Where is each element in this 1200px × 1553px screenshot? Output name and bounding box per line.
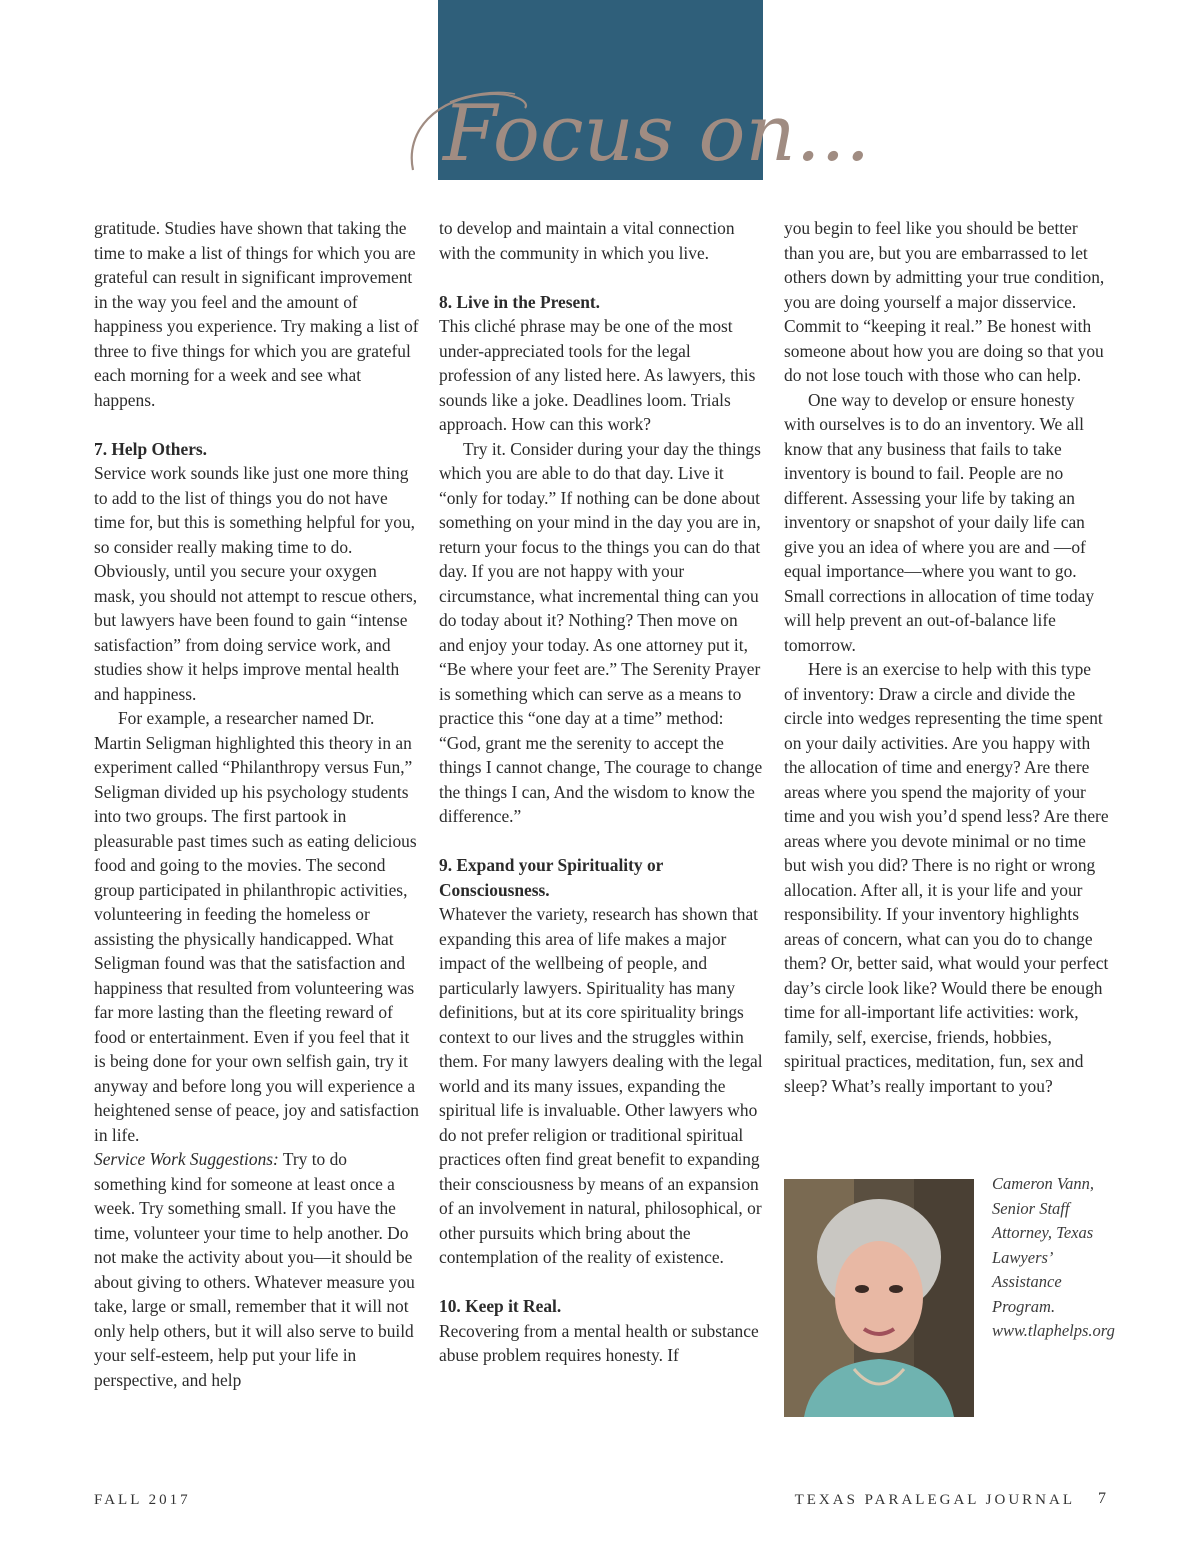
author-photo (784, 1179, 974, 1417)
section-heading-live-present: 8. Live in the Present. (439, 291, 601, 312)
column-2 (439, 216, 764, 1368)
paragraph: Try it. Consider during your day the things which you are able to do that day. Live it “only for today.” If nothing can be done about something on your mind in the day you are in, return your focus to the things you can do that day. If you are not happy with your circumstance, what incremental thing can you do today about it? Nothing? Then move on and enjoy your today. As one attorney put it, “Be where your feet are.” The Serenity Prayer is something which can serve as a means to practice this “one day at a time” method: “God, grant me the serenity to accept the things I cannot change, The courage to change the things I can, And the wisdom to know the difference.” (439, 438, 763, 826)
suggestions-text: Try to do something kind for someone at least once a week. Try something small. If you have the time, volunteer your time to help another. Do not make the activity about you—it should be about giving to others. Whatever measure you take, large or small, remember that it will not only help others, but it will also serve to build your self-esteem, help put your life in perspective, and help (94, 1149, 415, 1390)
column-3 (784, 216, 1109, 1098)
author-caption: Cameron Vann, Senior Staff Attorney, Texas Lawyers’ Assistance Program. www.tlaphelps.org (992, 1174, 1115, 1340)
footer-issue: FALL 2017 (94, 1492, 191, 1508)
footer-publication: TEXAS PARALEGAL JOURNAL (794, 1492, 1075, 1508)
paragraph: For example, a researcher named Dr. Martin Seligman highlighted this theory in an experiment called “Philanthropy versus Fun,” Seligman divided up his psychology students into two groups. The first partook in pleasurable past times such as eating delicious food and going to the movies. The second group participated in philanthropic activities, volunteering in feeding the homeless or assisting the physically handicapped. What Seligman found was that the satisfaction and happiness that resulted from volunteering was far more lasting than the fleeting reward of food or entertainment. Even if you feel that it is being done for your own selfish gain, try it anyway and before long you will experience a heightened sense of peace, joy and satisfaction in life. (94, 708, 419, 1145)
paragraph: One way to develop or ensure honesty with ourselves is to do an inventory. We all know that any business that fails to take inventory is bound to fail. People are no different. Assessing your life by taking an inventory or snapshot of your daily life can give you an idea of where you are and —of equal importance—where you want to go. Small corrections in allocation of time today will help prevent an out-of-balance life tomorrow. (784, 389, 1095, 655)
column-1 (94, 216, 419, 1392)
focus-title-text: Focus on... (443, 89, 871, 179)
paragraph: Whatever the variety, research has shown that expanding this area of life makes a major impact of the wellbeing of people, and particularly lawyers. Spirituality has many definitions, but at its core spirituality brings context to our lives and the struggles within them. For many lawyers dealing with the legal world and its many issues, expanding the spiritual life is invaluable. Other lawyers who do not prefer religion or traditional spiritual practices often find great benefit to expanding their consciousness by means of an expansion of an involvement in natural, philosophical, or other pursuits which bring about the contemplation of the reality of existence. (439, 904, 763, 1267)
section-heading-spirituality: 9. Expand your Spirituality or Consciousness. (439, 855, 664, 900)
paragraph: you begin to feel like you should be better than you are, but you are embarrassed to let others down by admitting your true condition, you are doing yourself a major disservice. Commit to “keeping it real.” Be honest with someone about how you are doing so that you do not lose touch with those who can help. (784, 218, 1105, 385)
page-number: 7 (1098, 1490, 1106, 1507)
paragraph: to develop and maintain a vital connection with the community in which you live. (439, 218, 735, 263)
paragraph (94, 1147, 419, 1392)
section-heading-help-others: 7. Help Others. (94, 438, 208, 459)
paragraph: Service work sounds like just one more thing to add to the list of things you do not have time for, but this is something helpful for you, so consider really making time to do. Obviously, until you secure your oxygen mask, you should not attempt to rescue others, but lawyers have been found to gain “intense satisfaction” from doing service work, and studies show it helps improve mental health and happiness. (94, 463, 418, 704)
suggestions-label: Service Work Suggestions: (94, 1149, 279, 1169)
paragraph: Recovering from a mental health or substance abuse problem requires honesty. If (439, 1320, 759, 1365)
paragraph: Here is an exercise to help with this type of inventory: Draw a circle and divide the circle into wedges representing the time spent on your daily activities. Are you happy with the allocation of time and energy? Are there areas where you spend the majority of your time and you wish you’d spend less? Are there areas where you devote minimal or no time but wish you did? There is no right or wrong allocation. After all, it is your life and your responsibility. If your inventory highlights areas of concern, what can you do to change them? Or, better said, what would your perfect day’s circle look like? Would there be enough time for all-important life activities: work, family, self, exercise, friends, hobbies, spiritual practices, meditation, fun, sex and sleep? What’s really important to you? (784, 659, 1109, 1096)
section-heading-keep-real: 10. Keep it Real. (439, 1296, 562, 1316)
paragraph: This cliché phrase may be one of the most under-appreciated tools for the legal profession of any listed here. As lawyers, this sounds like a joke. Deadlines loom. Trials approach. How can this work? (439, 316, 756, 434)
paragraph: gratitude. Studies have shown that taking the time to make a list of things for which you are grateful can result in significant improvement in the way you feel and the amount of happiness you experience. Try making a list of three to five things for which you are grateful each morning for a week and see what happens. (94, 218, 419, 410)
section-title (395, 72, 871, 202)
